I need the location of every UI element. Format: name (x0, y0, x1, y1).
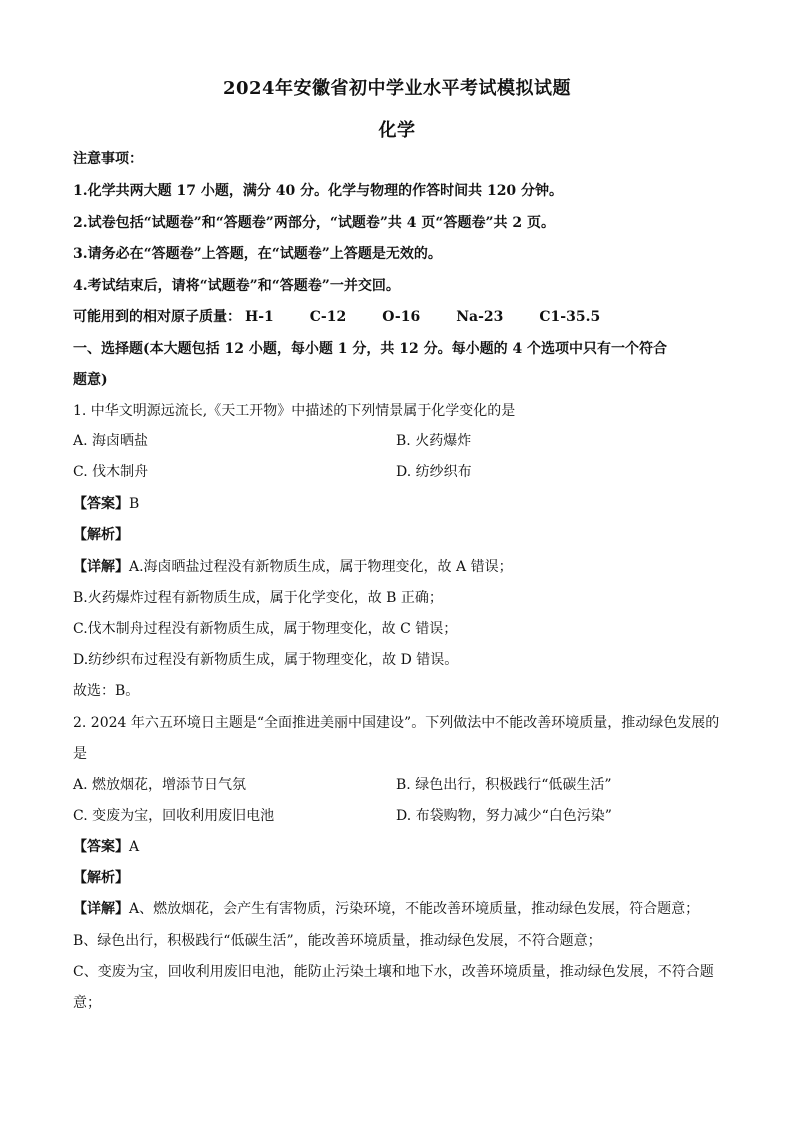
q2-detail-2: B、绿色出行，积极践行“低碳生活”，能改善环境质量，推动绿色发展，不符合题意； (73, 933, 602, 949)
q1-option-a: A. 海卤晒盐 (73, 433, 149, 449)
atomic-mass-item: H-1 (245, 309, 274, 325)
atomic-mass-item: O-16 (382, 309, 421, 325)
question-2-stem-cont: 是 (73, 746, 87, 762)
notice-item-3: 3.请务必在“答题卷”上答题，在“试题卷”上答题是无效的。 (73, 246, 442, 262)
answer-tag: 【答案】 (73, 496, 129, 512)
q2-analysis-tag: 【解析】 (73, 870, 129, 886)
q1-detail-3: C.伐木制舟过程没有新物质生成，属于物理变化，故 C 错误； (73, 621, 458, 637)
notice-item-2: 2.试卷包括“试题卷”和“答题卷”两部分，“试题卷”共 4 页“答题卷”共 2 页。 (73, 215, 556, 231)
detail-tag: 【详解】 (73, 559, 129, 575)
notice-item-1: 1.化学共两大题 17 小题，满分 40 分。化学与物理的作答时间共 120 分钟。 (73, 183, 564, 199)
q2-option-c: C. 变废为宝，回收利用废旧电池 (73, 808, 275, 824)
section-heading: 一、选择题(本大题包括 12 小题，每小题 1 分，共 12 分。每小题的 4 个选项中只有一个符合 (73, 341, 668, 357)
detail-text: A.海卤晒盐过程没有新物质生成，属于物理变化，故 A 错误； (129, 559, 513, 575)
q1-detail-4: D.纺纱织布过程没有新物质生成，属于物理变化，故 D 错误。 (73, 652, 459, 668)
atomic-mass-line (73, 310, 733, 324)
q2-detail-4: 意； (73, 995, 101, 1011)
answer-value: A (129, 839, 140, 855)
q2-detail-3: C、变废为宝，回收利用废旧电池，能防止污染土壤和地下水，改善环境质量，推动绿色发展，不符合题 (73, 964, 714, 980)
notice-item-4: 4.考试结束后，请将“试题卷”和“答题卷”一并交回。 (73, 278, 400, 294)
notice-heading: 注意事项： (73, 151, 143, 167)
q1-option-c: C. 伐木制舟 (73, 464, 149, 480)
question-2-stem: 2. 2024 年六五环境日主题是“全面推进美丽中国建设”。下列做法中不能改善环境质量，推动绿色发展的 (73, 715, 720, 731)
answer-tag: 【答案】 (73, 839, 129, 855)
question-1-stem: 1. 中华文明源远流长,《天工开物》中描述的下列情景属于化学变化的是 (73, 403, 516, 419)
q1-analysis-tag: 【解析】 (73, 527, 129, 543)
atomic-mass-item: Na-23 (456, 309, 504, 325)
q1-detail-2: B.火药爆炸过程有新物质生成，属于化学变化，故 B 正确； (73, 590, 443, 606)
atomic-mass-item: C-12 (309, 309, 347, 325)
q2-option-d: D. 布袋购物，努力减少“白色污染” (396, 808, 612, 824)
q2-option-b: B. 绿色出行，积极践行“低碳生活” (396, 777, 612, 793)
atomic-mass-item: C1-35.5 (539, 309, 601, 325)
atomic-mass-label: 可能用到的相对原子质量： (73, 309, 241, 325)
q1-answer (73, 497, 733, 511)
detail-text: A、燃放烟花，会产生有害物质，污染环境，不能改善环境质量，推动绿色发展，符合题意； (129, 901, 700, 917)
subject-title: 化学 (378, 120, 416, 141)
q1-option-d: D. 纺纱织布 (396, 464, 472, 480)
q2-answer (73, 840, 733, 854)
q2-detail-1 (73, 902, 733, 916)
exam-title: 2024年安徽省初中学业水平考试模拟试题 (222, 78, 572, 99)
q1-option-b: B. 火药爆炸 (396, 433, 472, 449)
answer-value: B (129, 496, 140, 512)
q1-conclusion: 故选：B。 (73, 683, 140, 699)
detail-tag: 【详解】 (73, 901, 129, 917)
q1-detail-1 (73, 560, 733, 574)
q2-option-a: A. 燃放烟花，增添节日气氛 (73, 777, 247, 793)
section-heading-cont: 题意) (73, 372, 108, 388)
